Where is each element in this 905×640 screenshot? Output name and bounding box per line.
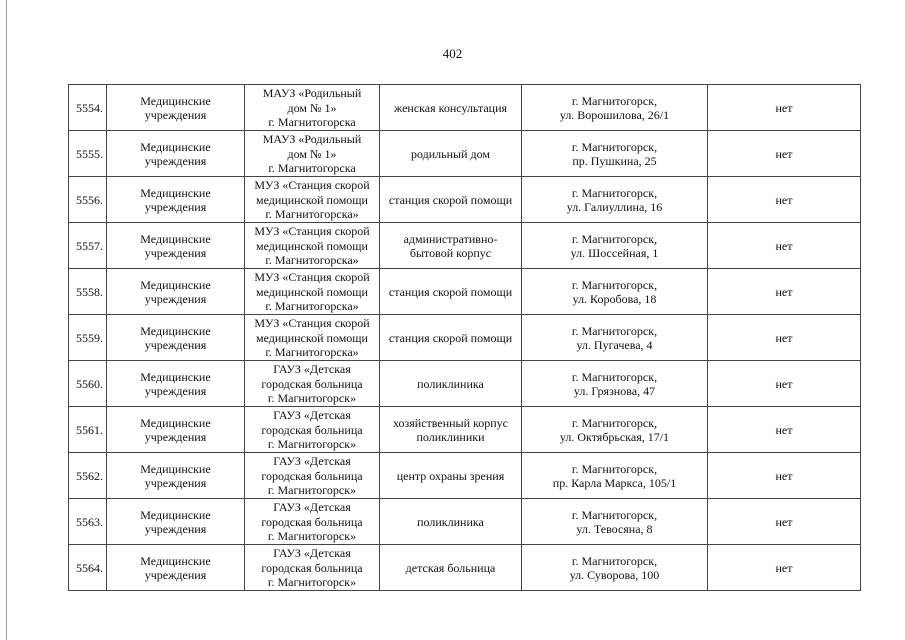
table-row [69, 453, 861, 499]
value-cell: нет [708, 315, 861, 361]
address-cell-line: г. Магнитогорск, [571, 553, 658, 568]
address-cell-line: г. Магнитогорск, [571, 277, 658, 292]
address-cell-line: ул. Шоссейная, 1 [570, 245, 659, 260]
organization-cell-line: медицинской помощи [256, 330, 368, 345]
address-cell-line: ул. Пугачева, 4 [576, 337, 653, 352]
row-number: 5562. [69, 453, 107, 499]
object-cell [380, 361, 522, 407]
row-number: 5563. [69, 499, 107, 545]
address-cell-line: ул. Ворошилова, 26/1 [559, 107, 670, 122]
organization-cell [245, 131, 380, 177]
address-cell [522, 407, 708, 453]
organization-cell-line: ГАУЗ «Детская [273, 454, 351, 468]
table-row [69, 361, 861, 407]
page-number: 402 [442, 46, 463, 61]
table-row [69, 131, 861, 177]
category-cell-line: учреждения [144, 153, 207, 168]
category-cell-line: Медицинские [140, 507, 211, 522]
organization-cell-line: г. Магнитогорск» [267, 437, 357, 451]
organization-cell-line: медицинской помощи [256, 238, 368, 253]
organization-cell-line: ГАУЗ «Детская [273, 546, 351, 560]
value-cell: нет [708, 85, 861, 131]
category-cell-line: учреждения [144, 521, 207, 536]
organization-cell-line: медицинской помощи [256, 192, 368, 207]
row-number: 5559. [69, 315, 107, 361]
value-cell: нет [708, 499, 861, 545]
organization-cell [245, 269, 380, 315]
object-cell-line: поликлиника [417, 376, 484, 391]
object-cell-line: бытовой корпус [409, 245, 492, 260]
address-cell-line: ул. Октябрьская, 17/1 [559, 429, 670, 444]
object-cell-line: детская больница [405, 560, 496, 575]
category-cell [107, 177, 245, 223]
object-cell-line: поликлиника [417, 514, 484, 529]
category-cell [107, 545, 245, 591]
category-cell-line: Медицинские [140, 93, 211, 108]
value-cell: нет [708, 453, 861, 499]
organization-cell-line: г. Магнитогорск» [267, 391, 357, 405]
row-number: 5556. [69, 177, 107, 223]
organization-cell-line: городская больница [261, 468, 363, 483]
object-cell [380, 407, 522, 453]
organization-cell-line: г. Магнитогорска [268, 161, 356, 175]
object-cell-line: поликлиники [416, 429, 485, 444]
category-cell-line: учреждения [144, 107, 207, 122]
category-cell [107, 315, 245, 361]
address-cell-line: пр. Пушкина, 25 [572, 153, 657, 168]
organization-cell-line: ГАУЗ «Детская [273, 500, 351, 514]
organization-cell [245, 453, 380, 499]
address-cell-line: ул. Коробова, 18 [572, 291, 657, 306]
row-number: 5558. [69, 269, 107, 315]
table-row [69, 85, 861, 131]
organization-cell-line: МУЗ «Станция скорой [254, 178, 370, 192]
table-row [69, 545, 861, 591]
organization-cell-line: МАУЗ «Родильный [262, 86, 362, 100]
organization-cell-line: городская больница [261, 560, 363, 575]
organization-cell-line: ГАУЗ «Детская [273, 362, 351, 376]
organization-cell-line: г. Магнитогорск» [267, 529, 357, 543]
address-cell-line: г. Магнитогорск, [571, 139, 658, 154]
category-cell-line: учреждения [144, 567, 207, 582]
category-cell-line: учреждения [144, 429, 207, 444]
address-cell-line: г. Магнитогорск, [571, 231, 658, 246]
address-cell [522, 361, 708, 407]
value-cell: нет [708, 545, 861, 591]
row-number: 5554. [69, 85, 107, 131]
address-cell-line: г. Магнитогорск, [571, 323, 658, 338]
organization-cell-line: г. Магнитогорск» [267, 575, 357, 589]
table-row [69, 315, 861, 361]
object-cell [380, 223, 522, 269]
row-number: 5557. [69, 223, 107, 269]
object-cell-line: административно- [403, 231, 498, 246]
registry-table-body [69, 85, 861, 591]
organization-cell-line: городская больница [261, 514, 363, 529]
object-cell-line: станция скорой помощи [388, 284, 513, 299]
category-cell-line: Медицинские [140, 369, 211, 384]
organization-cell [245, 315, 380, 361]
category-cell-line: учреждения [144, 199, 207, 214]
address-cell-line: г. Магнитогорск, [571, 93, 658, 108]
address-cell [522, 223, 708, 269]
row-number: 5561. [69, 407, 107, 453]
organization-cell-line: городская больница [261, 422, 363, 437]
organization-cell-line: дом № 1» [287, 146, 337, 161]
address-cell-line: г. Магнитогорск, [571, 415, 658, 430]
value-cell: нет [708, 131, 861, 177]
address-cell-line: ул. Галиуллина, 16 [566, 199, 663, 214]
category-cell-line: Медицинские [140, 231, 211, 246]
object-cell [380, 131, 522, 177]
organization-cell-line: МУЗ «Станция скорой [254, 316, 370, 330]
organization-cell-line: г. Магнитогорска [268, 115, 356, 129]
category-cell [107, 131, 245, 177]
category-cell-line: Медицинские [140, 415, 211, 430]
object-cell-line: станция скорой помощи [388, 330, 513, 345]
address-cell-line: г. Магнитогорск, [571, 185, 658, 200]
category-cell [107, 453, 245, 499]
organization-cell-line: медицинской помощи [256, 284, 368, 299]
address-cell [522, 545, 708, 591]
object-cell [380, 453, 522, 499]
object-cell [380, 177, 522, 223]
category-cell-line: учреждения [144, 383, 207, 398]
organization-cell-line: г. Магнитогорска» [265, 207, 359, 221]
value-cell: нет [708, 407, 861, 453]
address-cell [522, 315, 708, 361]
category-cell [107, 269, 245, 315]
object-cell [380, 85, 522, 131]
organization-cell [245, 85, 380, 131]
registry-table [68, 84, 861, 591]
category-cell [107, 361, 245, 407]
organization-cell-line: г. Магнитогорска» [265, 253, 359, 267]
address-cell-line: г. Магнитогорск, [571, 461, 658, 476]
category-cell-line: Медицинские [140, 139, 211, 154]
organization-cell-line: г. Магнитогорска» [265, 299, 359, 313]
address-cell [522, 453, 708, 499]
organization-cell [245, 545, 380, 591]
organization-cell-line: МУЗ «Станция скорой [254, 224, 370, 238]
organization-cell [245, 499, 380, 545]
table-row [69, 177, 861, 223]
address-cell [522, 177, 708, 223]
address-cell-line: ул. Тевосяна, 8 [576, 521, 653, 536]
object-cell-line: женская консультация [393, 100, 508, 115]
value-cell: нет [708, 361, 861, 407]
organization-cell-line: дом № 1» [287, 100, 337, 115]
row-number: 5564. [69, 545, 107, 591]
object-cell [380, 315, 522, 361]
organization-cell-line: г. Магнитогорск» [267, 483, 357, 497]
value-cell: нет [708, 269, 861, 315]
address-cell-line: г. Магнитогорск, [571, 369, 658, 384]
address-cell [522, 85, 708, 131]
object-cell-line: станция скорой помощи [388, 192, 513, 207]
object-cell [380, 269, 522, 315]
category-cell [107, 85, 245, 131]
category-cell [107, 499, 245, 545]
category-cell-line: Медицинские [140, 185, 211, 200]
page-edge-line [6, 0, 7, 640]
address-cell-line: г. Магнитогорск, [571, 507, 658, 522]
category-cell [107, 407, 245, 453]
category-cell-line: Медицинские [140, 323, 211, 338]
organization-cell-line: МУЗ «Станция скорой [254, 270, 370, 284]
address-cell [522, 131, 708, 177]
address-cell-line: пр. Карла Маркса, 105/1 [552, 475, 677, 490]
organization-cell [245, 177, 380, 223]
table-row [69, 499, 861, 545]
organization-cell-line: г. Магнитогорска» [265, 345, 359, 359]
value-cell: нет [708, 223, 861, 269]
value-cell: нет [708, 177, 861, 223]
category-cell-line: учреждения [144, 475, 207, 490]
object-cell-line: центр охраны зрения [396, 468, 505, 483]
object-cell-line: родильный дом [410, 146, 491, 161]
organization-cell-line: ГАУЗ «Детская [273, 408, 351, 422]
address-cell-line: ул. Грязнова, 47 [573, 383, 656, 398]
category-cell [107, 223, 245, 269]
address-cell [522, 499, 708, 545]
category-cell-line: Медицинские [140, 553, 211, 568]
category-cell-line: Медицинские [140, 277, 211, 292]
object-cell [380, 499, 522, 545]
row-number: 5555. [69, 131, 107, 177]
organization-cell [245, 361, 380, 407]
organization-cell [245, 407, 380, 453]
organization-cell-line: городская больница [261, 376, 363, 391]
address-cell-line: ул. Суворова, 100 [569, 567, 660, 582]
address-cell [522, 269, 708, 315]
category-cell-line: учреждения [144, 291, 207, 306]
row-number: 5560. [69, 361, 107, 407]
category-cell-line: Медицинские [140, 461, 211, 476]
object-cell-line: хозяйственный корпус [392, 415, 508, 430]
object-cell [380, 545, 522, 591]
organization-cell [245, 223, 380, 269]
category-cell-line: учреждения [144, 245, 207, 260]
table-row [69, 407, 861, 453]
table-row [69, 223, 861, 269]
category-cell-line: учреждения [144, 337, 207, 352]
organization-cell-line: МАУЗ «Родильный [262, 132, 362, 146]
table-row [69, 269, 861, 315]
